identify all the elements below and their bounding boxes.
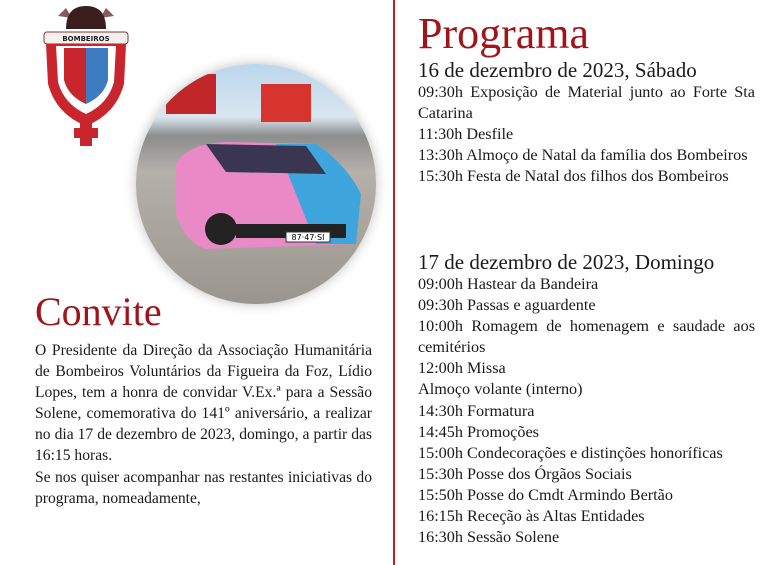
program-item: 13:30h Almoço de Natal da família dos Bombeiros xyxy=(418,146,748,165)
program-item: 10:00h Romagem de homenagem e saudade aos cemitérios xyxy=(418,317,755,357)
program-day1 xyxy=(418,58,755,187)
bombeiros-crest-logo xyxy=(36,4,136,148)
license-plate: 87·47·SI xyxy=(291,233,325,242)
program-item: 16:30h Sessão Solene xyxy=(418,528,560,547)
program-item: Almoço volante (interno) xyxy=(418,380,583,399)
svg-text:BOMBEIROS: BOMBEIROS xyxy=(62,35,110,43)
program-item: 12:00h Missa xyxy=(418,359,506,378)
program-item: 15:30h Posse dos Órgãos Sociais xyxy=(418,464,632,483)
day-heading: 17 de dezembro de 2023, Domingo xyxy=(418,250,715,274)
program-item: 15:00h Condecorações e distinções honoríficas xyxy=(418,443,723,462)
column-divider xyxy=(393,0,395,565)
invite-title: Convite xyxy=(35,289,162,334)
program-item: 15:30h Festa de Natal dos filhos dos Bombeiros xyxy=(418,167,729,186)
program-item: 16:15h Receção às Altas Entidades xyxy=(418,507,645,526)
program-item: 15:50h Posse do Cmdt Armindo Bertão xyxy=(418,485,673,504)
invite-text xyxy=(35,340,372,509)
program-item: 09:30h Passas e aguardente xyxy=(418,296,596,315)
program-day2 xyxy=(418,250,755,548)
day-heading: 16 de dezembro de 2023, Sábado xyxy=(418,58,697,82)
invite-paragraph: O Presidente da Direção da Associação Humanitária de Bombeiros Voluntários da Figueira da Foz, Lídio Lopes, tem a honra de convidar V.Ex.ª para a Sessão Solene, comemorativa do 141º aniversário, a realizar no dia 17 de dezembro de 2023, domingo, a partir das 16:15 horas. xyxy=(35,342,372,465)
fire-car-photo xyxy=(136,64,376,304)
invite-paragraph: Se nos quiser acompanhar nas restantes iniciativas do programa, nomeadamente, xyxy=(35,468,372,507)
program-item: 09:00h Hastear da Bandeira xyxy=(418,275,599,293)
program-item: 11:30h Desfile xyxy=(418,125,514,144)
program-item: 14:45h Promoções xyxy=(418,422,539,441)
program-title: Programa xyxy=(418,9,590,58)
program-item: 09:30h Exposição de Material junto ao Forte Sta Catarina xyxy=(418,83,755,123)
program-item: 14:30h Formatura xyxy=(418,401,535,420)
